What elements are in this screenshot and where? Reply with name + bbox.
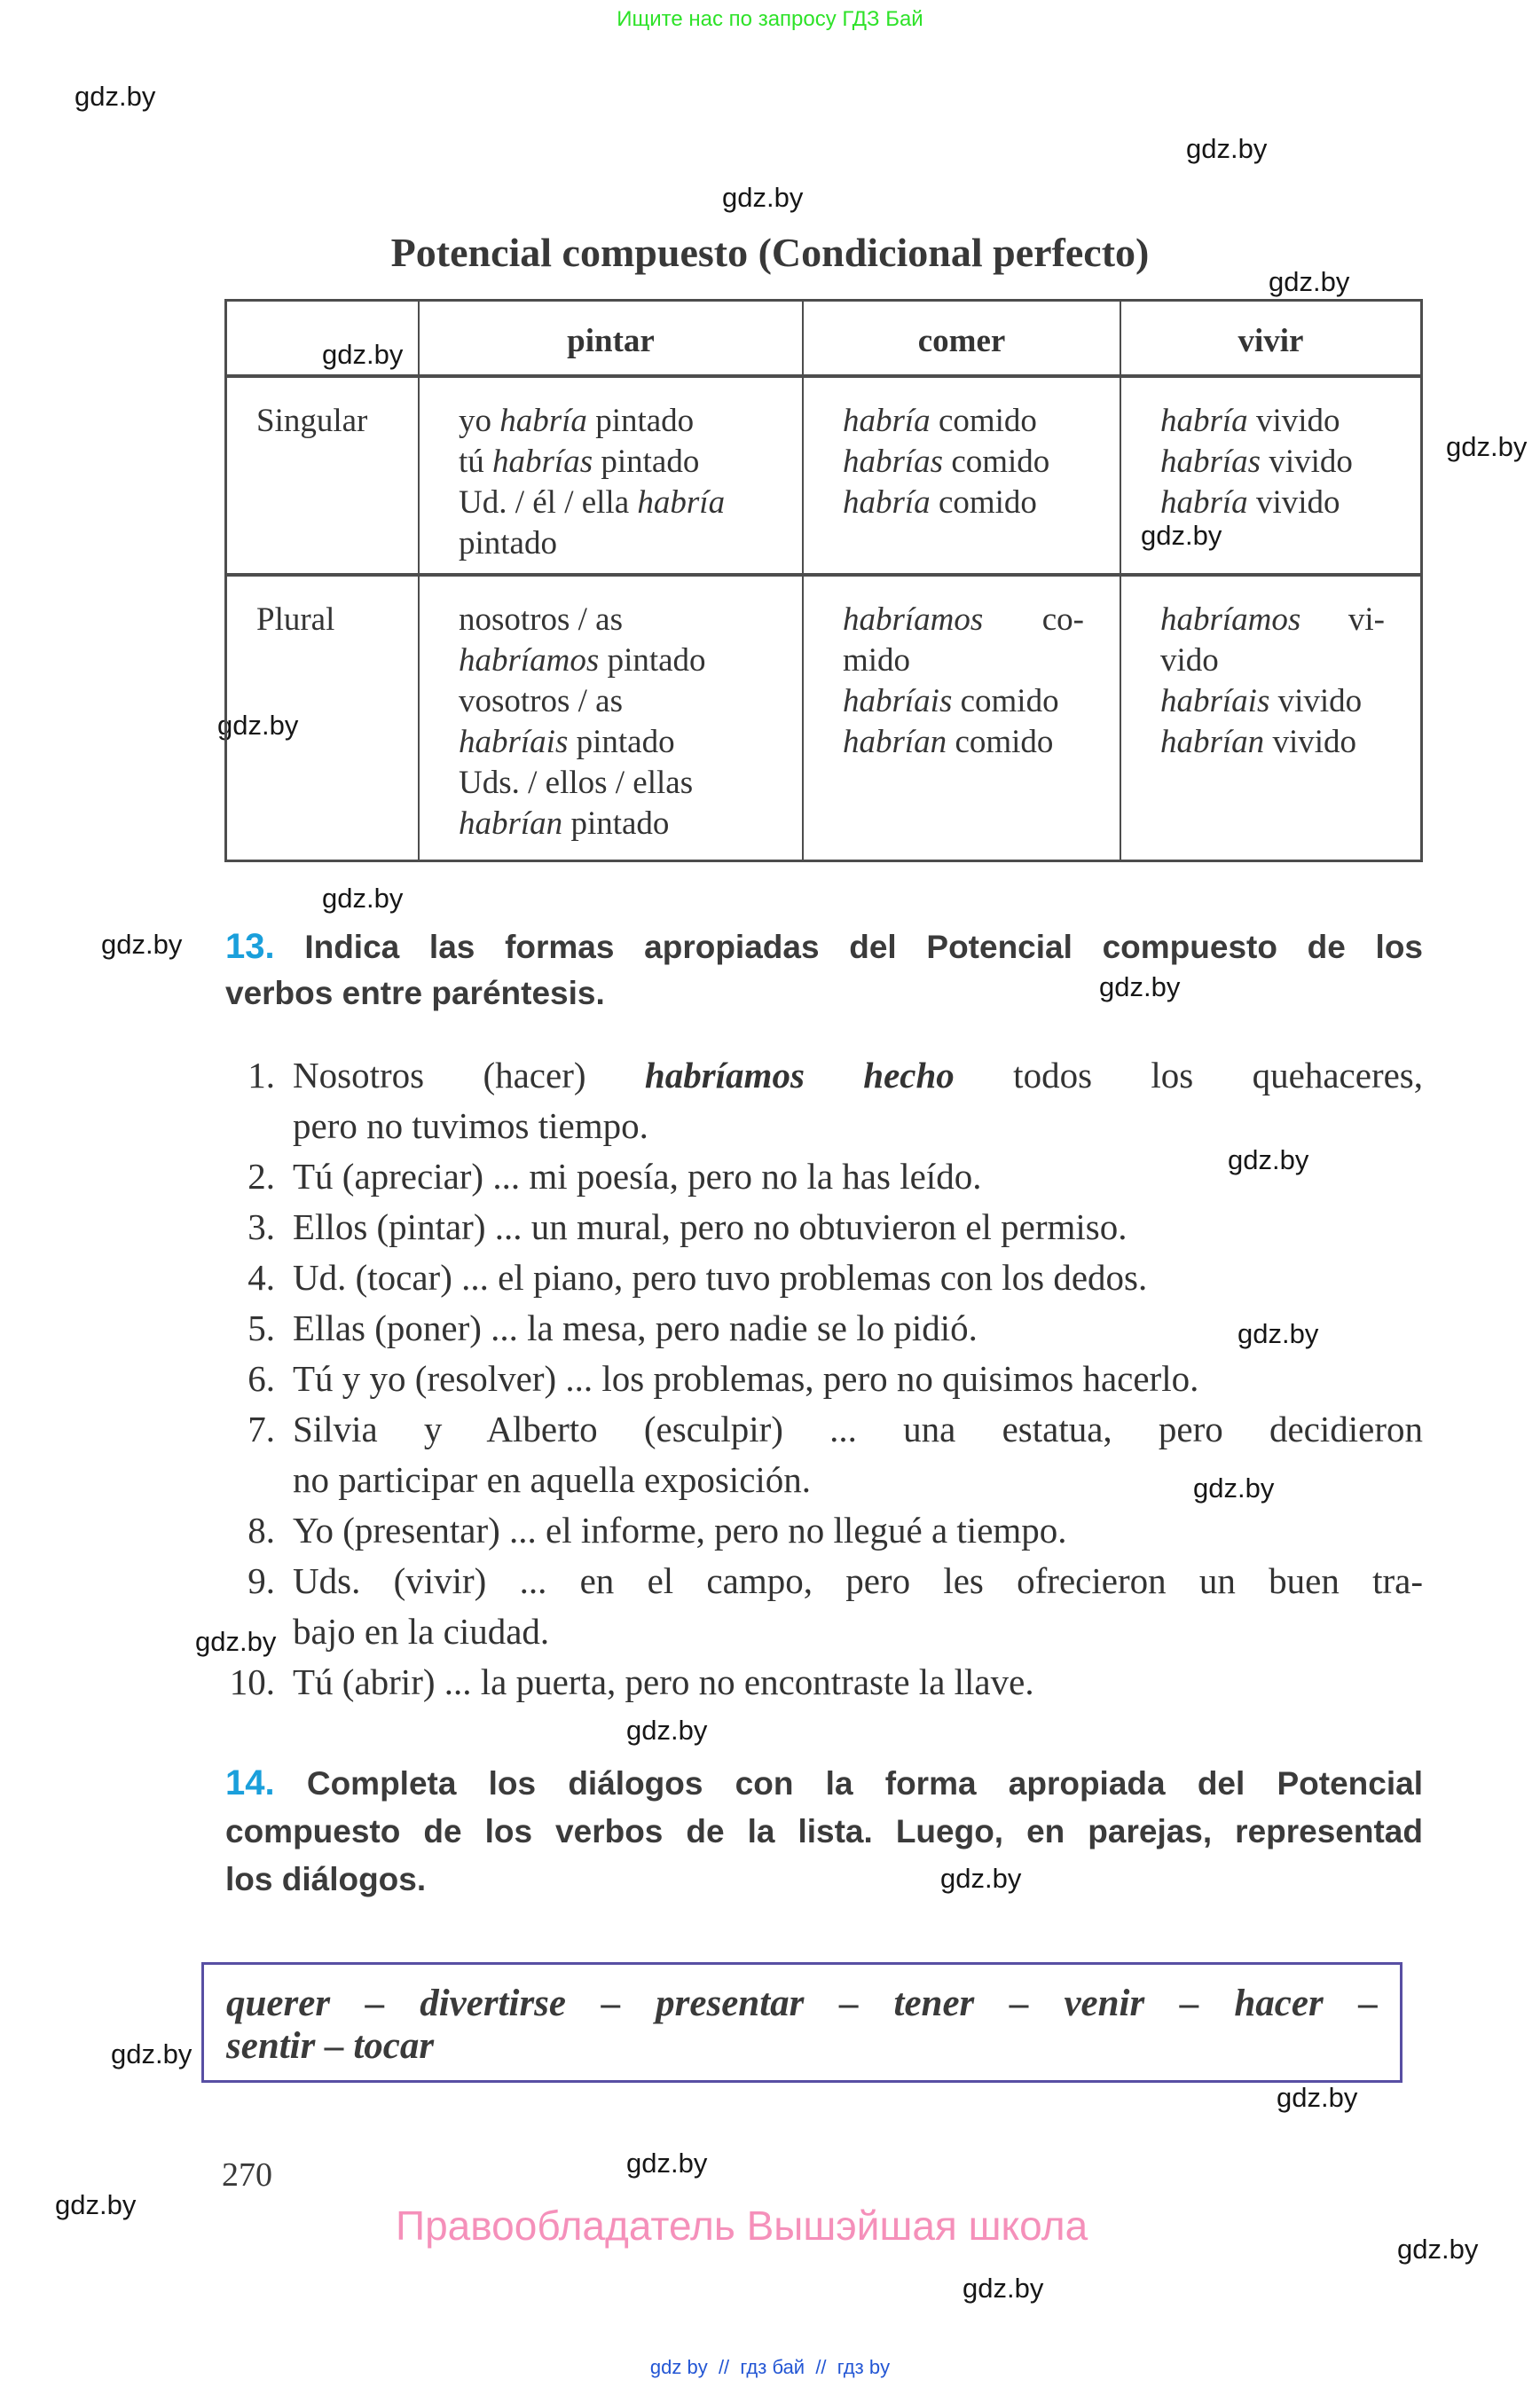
watermark: gdz.by [217,710,299,741]
exercise-item [248,1253,1423,1303]
text-line: Tú (apreciar) ... mi poesía, pero no la has leído. [293,1156,982,1197]
item-number: 10. [229,1661,275,1702]
text-line: yo habría pintado [459,403,695,439]
item-number: 7. [248,1409,275,1449]
watermark: gdz.by [1397,2234,1479,2265]
watermark: gdz.by [195,1626,277,1657]
text-line: pintado [459,525,557,561]
text-line: habríamos pintado [459,642,706,679]
text-line: habría vivido [1160,403,1340,439]
text-line: habrían pintado [459,805,670,842]
emphasized-verb-form: habría [843,484,931,521]
text-line: pero no tuvimos tiempo. [293,1105,648,1146]
text-line: tú habrías pintado [459,444,700,480]
table-cell [1121,577,1420,860]
emphasized-verb-form: habrías [492,444,593,480]
watermark: gdz.by [940,1863,1022,1894]
text-line: bajo en la ciudad. [293,1611,550,1652]
exercise-item [248,1151,1423,1202]
instruction-line: los diálogos. [225,1861,427,1897]
emphasized-verb-form: habríamos [843,601,984,638]
emphasized-verb-form: habrían [459,805,563,842]
watermark: gdz.by [1238,1318,1319,1349]
item-number: 3. [248,1206,275,1247]
table-header-empty [227,302,420,378]
exercise-item [248,1303,1423,1354]
text-line: habrían comido [843,724,1054,760]
item-number: 4. [248,1257,275,1298]
text-line: no participar en aquella exposición. [293,1459,812,1500]
item-number: 5. [248,1308,275,1348]
publisher-footer: Правообладатель Вышэйшая школа [396,2203,1088,2249]
top-search-banner: Ищите нас по запросу ГДЗ Бай [617,7,923,31]
emphasized-verb-form: habrían [843,724,947,760]
instruction-line: compuesto de los verbos de la lista. Luego, en parejas, representad [225,1813,1423,1849]
emphasized-verb-form: habrían [1160,724,1265,760]
watermark: gdz.by [75,81,156,112]
text-line: habrían vivido [1160,724,1356,760]
emphasized-verb-form: habría [1160,484,1248,521]
watermark: gdz.by [1141,520,1222,551]
watermark: gdz.by [626,2148,708,2179]
item-number: 8. [248,1510,275,1551]
text-line: habríamos vi- [1160,601,1385,638]
text-line: vosotros / as [459,683,623,719]
table-header-pintar: pintar [420,302,804,378]
instruction-line: 13. Indica las formas apropiadas del Potencial compuesto de los [225,927,1423,966]
watermark: gdz.by [101,929,183,960]
item-number: 9. [248,1560,275,1601]
text-line: Ud. / él / ella habría [459,484,726,521]
table-header-vivir: vivir [1121,302,1420,378]
exercise-item [229,1657,1423,1708]
table-cell [804,577,1121,860]
emphasized-verb-form: habríamos [459,642,600,679]
emphasized-verb-form: habría [843,403,931,439]
table-row-label-singular: Singular [227,378,420,577]
exercise-number: 14. [225,1763,275,1802]
text-line: Tú (abrir) ... la puerta, pero no encontraste la llave. [293,1661,1034,1702]
exercise-item [248,1556,1423,1657]
table-cell [1121,378,1420,577]
instruction-line: 14. Completa los diálogos con la forma apropiada del Potencial [225,1763,1423,1802]
instruction-line: verbos entre paréntesis. [225,975,605,1011]
text-line: habríamos co- [843,601,1084,638]
text-line: vido [1160,642,1219,679]
watermark: gdz.by [962,2273,1044,2304]
text-line: habría comido [843,403,1037,439]
emphasized-verb-form: habría [637,484,726,521]
exercise-13-instruction [225,923,1423,1017]
watermark: gdz.by [1099,971,1181,1002]
exercise-number: 13. [225,927,275,966]
text-line: mido [843,642,911,679]
verb-list-box [201,1962,1402,2083]
table-cell [804,378,1121,577]
text-line: Ellos (pintar) ... un mural, pero no obtuvieron el permiso. [293,1206,1128,1247]
text-line: Nosotros (hacer) habríamos hecho todos los quehaceres, [293,1055,1424,1095]
exercise-14-instruction [225,1759,1423,1904]
text-line: Uds. / ellos / ellas [459,765,694,801]
watermark: gdz.by [1269,266,1350,297]
emphasized-verb-form: habríais [459,724,569,760]
watermark: gdz.by [111,2038,192,2069]
exercise-13-items [225,1050,1423,1708]
exercise-item [248,1050,1424,1151]
table-header-comer: comer [804,302,1121,378]
watermark: gdz.by [1228,1144,1309,1175]
item-number: 2. [248,1156,275,1197]
watermark: gdz.by [55,2189,137,2220]
text-line: habríais pintado [459,724,675,760]
text-line: Uds. (vivir) ... en el campo, pero les ofrecieron un buen tra- [293,1560,1423,1601]
table-cell [420,577,804,860]
watermark: gdz.by [1446,431,1528,462]
text-line: habrías vivido [1160,444,1353,480]
text-line: querer – divertirse – presentar – tener – venir – hacer – [226,1983,1378,2024]
text-line: habría comido [843,484,1037,521]
page-title: Potencial compuesto (Condicional perfecto) [390,230,1150,275]
emphasized-verb-form: habríamos [1160,601,1301,638]
emphasized-verb-form: habrías [1160,444,1261,480]
text-line: sentir – tocar [226,2025,435,2067]
watermark: gdz.by [1186,133,1268,164]
text-line: nosotros / as [459,601,623,638]
emphasized-verb-form: habría [499,403,587,439]
watermark: gdz.by [1277,2082,1358,2113]
text-line: Tú y yo (resolver) ... los problemas, pero no quisimos hacerlo. [293,1358,1199,1399]
emphasized-verb-form: habríamos hecho [644,1055,955,1095]
footer-links[interactable]: gdz by // гдз бай // гдз by [649,2356,891,2378]
item-number: 1. [248,1055,275,1095]
text-line: Ud. (tocar) ... el piano, pero tuvo problemas con los dedos. [293,1257,1148,1298]
watermark: gdz.by [322,883,404,914]
emphasized-verb-form: habríais [1160,683,1270,719]
text-line: habríais comido [843,683,1059,719]
text-line: Yo (presentar) ... el informe, pero no llegué a tiempo. [293,1510,1067,1551]
page-number: 270 [222,2156,272,2194]
item-number: 6. [248,1358,275,1399]
exercise-item [248,1505,1423,1556]
watermark: gdz.by [322,339,404,370]
emphasized-verb-form: habría [1160,403,1248,439]
text-line: habrías comido [843,444,1050,480]
table-cell [420,378,804,577]
table-row-label-plural: Plural [227,577,420,860]
text-line: Silvia y Alberto (esculpir) ... una estatua, pero decidieron [293,1409,1423,1449]
watermark: gdz.by [626,1715,708,1746]
text-line: Ellas (poner) ... la mesa, pero nadie se lo pidió. [293,1308,978,1348]
emphasized-verb-form: habrías [843,444,944,480]
emphasized-verb-form: habríais [843,683,953,719]
text-line: habríais vivido [1160,683,1363,719]
exercise-item [248,1202,1423,1253]
watermark: gdz.by [1193,1472,1275,1504]
watermark: gdz.by [722,182,804,213]
exercise-item [248,1354,1423,1404]
text-line: habría vivido [1160,484,1340,521]
grammar-table [224,299,1423,862]
exercise-item [248,1404,1423,1505]
